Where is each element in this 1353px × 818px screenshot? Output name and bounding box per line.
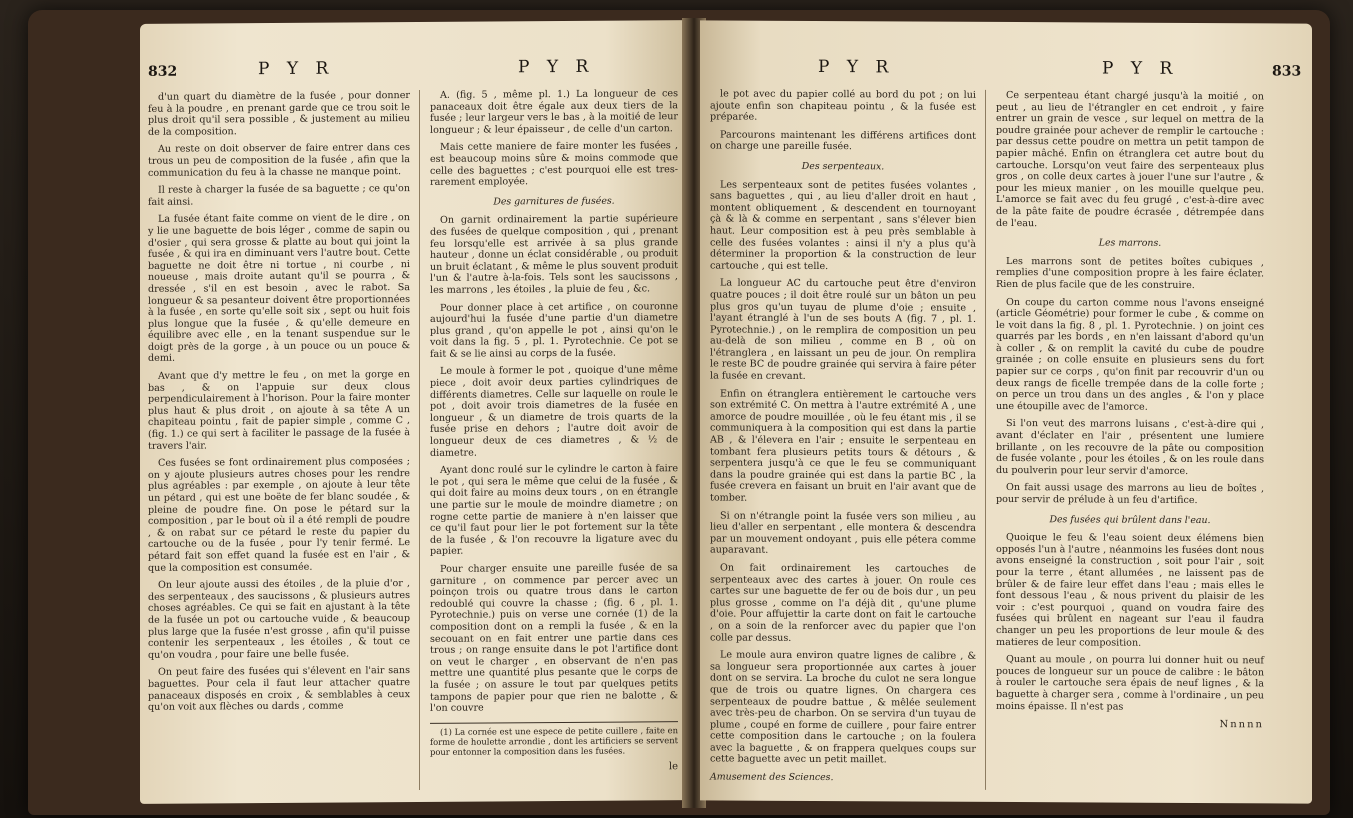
paragraph: Pour charger ensuite une pareille fusée de sa garniture , on commence par percer avec un poinçon trois ou quatre trous dans le carton redoublé qui couvre la chasse ; (fig. 6 , pl. 1. Pyrotechnie.) puis on verse une cornée (1) de la composition dont on a rempli la fusée , & en la secouant on en fait entrer une partie dans ces trous ; on range ensuite dans le pot l'artifice dont on veut le charger , en observant de n'en pas mettre une quantité plus pesante que le corps de la fusée ; on assure le tout par quelques petits tampons de papier pour que rien ne balotte , & l'on couvre bbox=[430, 562, 678, 714]
footnote: (1) La cornée est une espece de petite cuillere , faite en forme de houlette arrondie , dont les artificiers se servent pour entonner la composition dans les fusées. bbox=[430, 724, 678, 757]
right-running-head-1: P Y R bbox=[818, 57, 895, 78]
paragraph: Quoique le feu & l'eau soient deux élémens bien opposés l'un à l'autre , néanmoins les fusées dont nous avons enseigné la construction , soit pour l'air , soit pour la terre , étant allumées , ne laissent pas de brûler & de faire leur effet dans l'eau ; mais elles le font dessous l'eau , & nous privent du plaisir de les voir : c'est pourquoi , quand on voudra faire des fusées qui brûlent en nageant sur l'eau il faudra changer un peu les proportions de leur moule & des matieres de leur composition. bbox=[996, 532, 1264, 649]
footer-line: Amusement des Sciences. bbox=[710, 771, 834, 784]
paragraph: Ayant donc roulé sur le cylindre le carton à faire le pot , qui sera le même que celui de la fusée , & qui doit faire au moins deux tours , on en étrangle une partie sur le moule de moindre diametre ; on rogne cette partie de maniere à n'en laisser que ce qu'il faut pour lier le pot fortement sur la tête de la fusée , & l'on recouvre la ligature avec du papier. bbox=[430, 463, 678, 558]
paragraph: Les serpenteaux sont de petites fusées volantes , sans baguettes , qui , au lieu d'aller droit en haut , montent obliquement , & descendent en tournoyant çà & là & comme en serpentant , sans s'élever bien haut. Leur composition est à peu près semblable à celle des fusées volantes : ainsi il n'y a plus qu'à déterminer la proportion & la construction de leur cartouche , qui est telle. bbox=[710, 179, 976, 272]
paragraph: Enfin on étranglera entièrement le cartouche vers son extrémité C. On mettra à l'autre extrémité A , une amorce de poudre mouillée , où le feu étant mis , il se communiquera à la composition qui est dans la partie AB , & l'élevera en l'air ; ensuite le serpenteau en tombant fera plusieurs petits tours & détours , & serpentera jusqu'à ce que le feu se communiquant dans la poudre grainée qui est dans la partie BC , la fusée crevera en faisant un bruit en l'air avant que de tomber. bbox=[710, 388, 976, 504]
right-page-number: 833 bbox=[1272, 63, 1302, 80]
paragraph: Le moule aura environ quatre lignes de calibre , & sa longueur sera proportionnée aux cartes à jouer dont on se servira. La broche du culot ne sera longue que de trois ou quatre lignes. On chargera ces serpenteaux de poudre battue , & mêlée seulement avec très-peu de charbon. On se servira d'un tuyau de plume , coupé en forme de cuillere , pour faire entrer cette composition dans le cartouche ; on la foulera avec la baguette , & on frappera quelques coups sur cette baguette avec un petit maillet. bbox=[710, 649, 976, 766]
paragraph: Les marrons sont de petites boîtes cubiques , remplies d'une composition propre à les faire éclater. Rien de plus facile que de les construire. bbox=[996, 255, 1264, 291]
paragraph: La fusée étant faite comme on vient de le dire , on y lie une baguette de bois léger , comme de sapin ou d'osier , qui sera grosse & platte au bout qui joint la fusée , & qui ira en diminuant vers l'autre bout. Cette baguette ne doit être ni tortue , ni courbe , ni noueuse , mais droite autant qu'il se pourra , & dressée , s'il en est besoin , avec le rabot. Sa longueur & sa pesanteur doivent être proportionnées à la fusée , en sorte qu'elle soit six , sept ou huit fois plus longue que la fusée , & qu'elle demeure en équilibre avec elle , en la tenant suspendue sur le doigt près de la gorge , à un pouce ou un pouce & demi. bbox=[148, 212, 410, 365]
right-column-2 bbox=[996, 90, 1264, 731]
column-divider bbox=[985, 90, 986, 790]
paragraph: Ces fusées se font ordinairement plus composées ; on y ajoute plusieurs autres choses pour les rendre plus agréables : par exemple , on ajoute à leur tête un pétard , qui est une boëte de fer blanc soudée , & pleine de poudre fine. On pose le pétard sur la composition , par le bout où il a été rempli de poudre , & on rabat sur ce pétard le reste du papier du cartouche ou de la fusée , pour l'y tenir fermé. Le pétard fait son effet quand la fusée est en l'air , & que la composition est consumée. bbox=[148, 456, 410, 574]
paragraph: Mais cette maniere de faire monter les fusées , est beaucoup moins sûre & moins commode que celle des baguettes ; c'est pourquoi elle est tres-rarement employée. bbox=[430, 140, 678, 189]
paragraph: d'un quart du diamètre de la fusée , pour donner feu à la poudre , en prenant garde que ce trou soit le plus droit qu'il sera possible , & justement au milieu de la composition. bbox=[148, 90, 410, 138]
paragraph: Avant que d'y mettre le feu , on met la gorge en bas , & on l'appuie sur deux clous perpendiculairement à l'horison. Pour la faire monter plus haut & plus droit , on ajoute à sa tête A un chapiteau pointu , fait de papier simple , comme C , (fig. 1.) ce qui sert à faciliter le passage de la fusée à travers l'air. bbox=[148, 369, 410, 452]
paragraph: Ce serpenteau étant chargé jusqu'à la moitié , on peut , au lieu de l'étrangler en cet endroit , y faire entrer un grain de vesce , sur lequel on mettra de la poudre grainée pour achever de remplir le cartouche : par dessus cette poudre on mettra un petit tampon de papier mâché. Enfin on étranglera cet autre bout du cartouche. Lorsqu'on veut faire des serpenteaux plus gros , on colle deux cartes à jouer l'une sur l'autre , & pour les mieux manier , on les mouille quelque peu. L'amorce se fait avec du feu grugé , c'est-à-dire avec de la pâte faite de poudre écrasée , détrempée dans de l'eau. bbox=[996, 90, 1264, 229]
section-heading: Des fusées qui brûlent dans l'eau. bbox=[1049, 513, 1211, 526]
catchword: le bbox=[668, 760, 678, 772]
right-running-head-2: P Y R bbox=[1102, 58, 1179, 79]
section-heading: Les marrons. bbox=[1098, 237, 1162, 249]
right-column-1 bbox=[710, 88, 976, 784]
paragraph: A. (fig. 5 , même pl. 1.) La longueur de ces panaceaux doit être égale aux deux tiers de la fusée ; leur largeur vers le bas , à la moitié de leur longueur ; & leur épaisseur , de celle d'un carton. bbox=[430, 88, 678, 136]
section-heading: Des serpenteaux. bbox=[801, 160, 885, 173]
paragraph: On leur ajoute aussi des étoiles , de la pluie d'or , des serpenteaux , des saucissons , & plusieurs autres choses agréables. Ce qui se fait en ajustant à la tête de la fusée un pot ou cartouche vuide , & beaucoup plus large que la fusée n'est grosse , afin qu'il puisse contenir les serpenteaux , les étoiles , & tout ce qu'on voudra , pour faire une belle fusée. bbox=[148, 578, 410, 661]
left-running-head-2: P Y R bbox=[518, 56, 595, 78]
paragraph: On fait aussi usage des marrons au lieu de boîtes , pour servir de prélude à un feu d'artifice. bbox=[996, 482, 1264, 507]
paragraph: Si on n'étrangle point la fusée vers son milieu , au lieu d'aller en serpentant , elle montera & descendra par un mouvement ondoyant , puis elle pétera comme auparavant. bbox=[710, 510, 976, 557]
right-page bbox=[700, 20, 1312, 803]
paragraph: Si l'on veut des marrons luisans , c'est-à-dire qui , avant d'éclater en l'air , présentent une lumiere brillante , on les recouvre de la pâte ou composition de fusée volante , pour les étoiles , & on les roule dans du poulverin pour leur servir d'amorce. bbox=[996, 418, 1264, 477]
paragraph: Au reste on doit observer de faire entrer dans ces trous un peu de composition de la fusée , afin que la communication du feu à la chasse ne manque point. bbox=[148, 142, 410, 179]
paragraph: Quant au moule , on pourra lui donner huit ou neuf pouces de longueur sur un pouce de calibre : le bâton à rouler le cartouche sera épais de neuf lignes , & la baguette à charger sera , comme à l'ordinaire , un peu moins épaisse. Il n'est pas bbox=[996, 654, 1264, 713]
footnote-rule bbox=[430, 721, 678, 724]
column-divider bbox=[419, 90, 420, 790]
paragraph: On fait ordinairement les cartouches de serpenteaux avec des cartes à jouer. On roule ces cartes sur une baguette de fer ou de bois dur , un peu plus grosse , comme on l'a déjà dit , qu'une plume d'oie. Pour affujettir la carte dont on fait le cartouche , on a soin de la renforcer avec du papier que l'on colle par dessus. bbox=[710, 562, 976, 644]
left-page bbox=[140, 20, 688, 804]
paragraph: Le moule à former le pot , quoique d'une même piece , doit avoir deux parties cylindriques de différents diametres. Celle sur laquelle on roule le pot , doit avoir trois diametres de la fusée en longueur , & un diametre de trois quarts de la fusée prise en dehors ; l'autre doit avoir de longueur deux de ces diametres , & ½ de diametre. bbox=[430, 364, 678, 459]
paragraph: Parcourons maintenant les différens artifices dont on charge une pareille fusée. bbox=[710, 129, 976, 153]
left-column-2 bbox=[430, 88, 678, 774]
paragraph: le pot avec du papier collé au bord du pot ; on lui ajoute enfin son chapiteau pointu , & la fusée est préparée. bbox=[710, 88, 976, 123]
left-page-number: 832 bbox=[148, 63, 178, 80]
paragraph: On garnit ordinairement la partie supérieure des fusées de quelque composition , qui , prenant feu lorsqu'elle est arrivée à sa plus grande hauteur , donne un éclat considérable , ou produit un bruit éclatant , & même le plus souvent produit l'un & l'autre à-la-fois. Tels sont les saucissons , les marrons , les étoiles , la pluie de feu , &c. bbox=[430, 213, 678, 296]
paragraph: On coupe du carton comme nous l'avons enseigné (article Géométrie) pour former le cube , & comme on le voit dans la fig. 8 , pl. 1. Pyrotechnie. ) on joint ces quarrés par les bords , en n'en laissant d'abord qu'un à coller , & on remplit la cavité du cube de poudre grainée ; on colle ensuite en plusieurs sens du fort papier sur ce corps , qu'on finit par recouvrir d'un ou deux rangs de ficelle trempée dans de la colle forte ; on perce un trou dans un des angles , & l'on y place une étoupille avec de l'amorce. bbox=[996, 296, 1264, 413]
left-column-1 bbox=[148, 90, 410, 720]
signature-mark: Nnnnn bbox=[1219, 719, 1264, 731]
paragraph: Il reste à charger la fusée de sa baguette ; ce qu'on fait ainsi. bbox=[148, 183, 410, 208]
paragraph: La longueur AC du cartouche peut être d'environ quatre pouces ; il doit être roulé sur un bâton un peu plus gros qu'un tuyau de plume d'oie ; ensuite , l'ayant étranglé à l'un de ses bouts A (fig. 7 , pl. 1. Pyrotechnie.) , on le remplira de composition un peu au-delà de son milieu , comme en B , où on l'étranglera , en laissant un peu de jour. On remplira le reste BC de poudre grainée qui servira à faire péter la fusée en crevant. bbox=[710, 277, 976, 383]
left-running-head-1: P Y R bbox=[258, 58, 335, 80]
section-heading: Des garnitures de fusées. bbox=[493, 195, 615, 208]
paragraph: On peut faire des fusées qui s'élevent en l'air sans baguettes. Pour cela il faut leur attacher quatre panaceaux disposés en croix , & semblables à ceux qu'on voit aux flèches ou dards , comme bbox=[148, 665, 410, 713]
paragraph: Pour donner place à cet artifice , on couronne aujourd'hui la fusée d'une partie d'un diametre plus grand , qu'on appelle le pot , ainsi qu'on le voit dans la fig. 5 , pl. 1. Pyrotechnie. Ce pot se fait & se lie ainsi au corps de la fusée. bbox=[430, 300, 678, 360]
